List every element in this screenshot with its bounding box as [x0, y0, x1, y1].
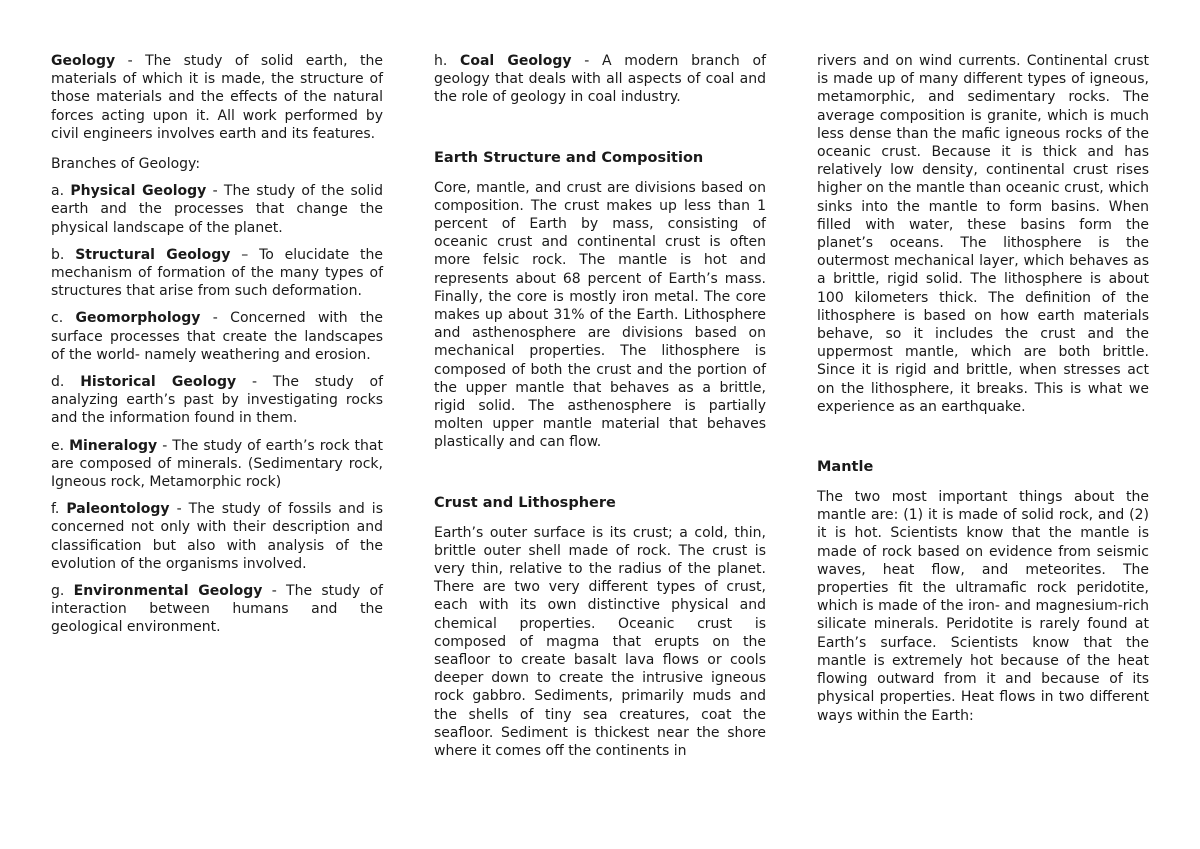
branch-coal-geology: h. Coal Geology - A modern branch of geology that deals with all aspects of coal and the role of geology in coal industry.	[434, 53, 767, 106]
section-text-crust: Earth’s outer surface is its crust; a cold, thin, brittle outer shell made of rock. The crust is very thin, relative to the radius of the planet. There are two very different types of crust, each with its own distinctive physical and chemical properties. Oceanic crust is composed of magma that erupts on the seafloor to create basalt lava flows or cools deeper down to create the intrusive igneous rock gabbro. Sediments, primarily muds and the shells of tiny sea creatures, coat the seafloor. Sediment is thickest near the shore where it comes off the continents in	[434, 524, 766, 760]
geology-definition: Geology - The study of solid earth, the materials of which it is made, the structure of those materials and the effects of the natural forces acting upon it. All work performed by civil engineers involves earth and its features.	[51, 53, 383, 142]
branch-historical-geology: d. Historical Geology - The study of analyzing earth’s past by investigating rocks and the information found in them.	[51, 374, 383, 427]
section-text-mantle: The two most important things about the mantle are: (1) it is made of solid rock, and (2) it is hot. Scientists know that the mantle is made of rock based on evidence from seismic waves, heat flow, and meteorites. The properties fit the ultramafic rock peridotite, which is made of the iron- and magnesium-rich silicate minerals. Peridotite is rarely found at Earth’s surface. Scientists know that the mantle is extremely hot because of the heat flowing outward from it and because of its physical properties. Heat flows in two different ways within the Earth:	[817, 489, 1149, 724]
branch-structural-geology: b. Structural Geology – To elucidate the mechanism of formation of the many types of structures that arise from such deformation.	[51, 246, 383, 300]
term: Geology	[51, 53, 116, 69]
term: Structural Geology	[75, 246, 231, 263]
term: Physical Geology	[70, 183, 207, 200]
term: Mineralogy	[69, 437, 158, 454]
section-heading-crust: Crust and Lithosphere	[434, 494, 616, 511]
section-text-earth-structure: Core, mantle, and crust are divisions based on composition. The crust makes up less than 1 percent of Earth by mass, consisting of oceanic crust and continental crust is often more felsic rock. The mantle is hot and represents about 68 percent of Earth’s mass. Finally, the core is mostly iron metal. The core makes up about 31% of the Earth. Lithosphere and asthenosphere are divisions based on mechanical properties. The lithosphere is composed of both the crust and the portion of the upper mantle that behaves as a brittle, rigid solid. The asthenosphere is partially molten upper mantle material that behaves plastically and can flow.	[434, 179, 766, 451]
term: Historical Geology	[80, 374, 237, 391]
branch-physical-geology: a. Physical Geology - The study of the solid earth and the processes that change the physical landscape of the planet.	[51, 183, 384, 236]
term: Coal Geology	[460, 53, 572, 69]
term: Geomorphology	[75, 310, 201, 327]
column-2	[434, 52, 766, 760]
term: Environmental Geology	[73, 583, 263, 600]
section-heading-earth-structure: Earth Structure and Composition	[434, 149, 704, 166]
section-heading-mantle: Mantle	[817, 459, 874, 476]
branch-mineralogy: e. Mineralogy - The study of earth’s rock that are composed of minerals. (Sedimentary rock, Igneous rock, Metamorphic rock)	[51, 437, 383, 491]
column-1	[51, 52, 383, 637]
column-3	[817, 52, 1149, 725]
term: Paleontology	[66, 501, 170, 518]
branch-paleontology: f. Paleontology - The study of fossils and is concerned not only with their description and classification but also with analysis of the evolution of the organisms involved.	[51, 501, 383, 572]
branch-environmental-geology: g. Environmental Geology - The study of interaction between humans and the geological environment.	[51, 583, 383, 636]
branches-heading: Branches of Geology:	[51, 156, 201, 173]
branch-geomorphology: c. Geomorphology - Concerned with the surface processes that create the landscapes of the world- namely weathering and erosion.	[51, 310, 383, 363]
continued-text-crust: rivers and on wind currents. Continental crust is made up of many different types of igneous, metamorphic, and sedimentary rocks. The average composition is granite, which is much less dense than the mafic igneous rocks of the oceanic crust. Because it is thick and has relatively low density, continental crust rises higher on the mantle than oceanic crust, which sinks into the mantle to form basins. When filled with water, these basins form the planet’s oceans. The lithosphere is the outermost mechanical layer, which behaves as a brittle, rigid solid. The lithosphere is about 100 kilometers thick. The definition of the lithosphere is based on how earth materials behave, so it includes the crust and the uppermost mantle, which are both brittle. Since it is rigid and brittle, when stresses act on the lithosphere, it breaks. This is what we experience as an earthquake.	[817, 53, 1149, 415]
